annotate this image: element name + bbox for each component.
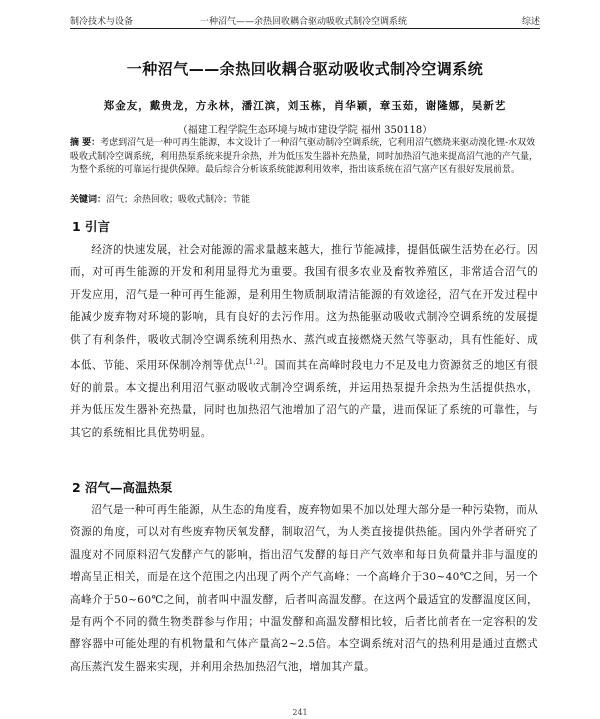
section-1-text: 经济的快速发展，社会对能源的需求量越来越大，推行节能减排，提倡低碳生活势在必行。因而，对可再生能源的开发和利用显得尤为重要。我国有很多农业及畜牧养殖区，非常适合沼气的开发应用，沼气是一种可再生能源，是利用生物质制取清洁能源的有效途径，沼气在开发过程中能减少废弃物对环境的影响，具有良好的去污作用。这为热能驱动吸收式制冷空调系统的发展提供了有利条件，吸收式制冷空调系统利用热水、蒸汽或直接燃烧天然气等驱动，具有性能好、成本低、节能、采用环保制冷剂等优点	[70, 244, 538, 372]
article-title: 一种沼气——余热回收耦合驱动吸收式制冷空调系统	[126, 60, 484, 78]
keywords-label: 关键词：	[70, 195, 107, 205]
abstract	[70, 137, 540, 178]
running-title: 一种沼气——余热回收耦合驱动吸收式制冷空调系统	[200, 17, 408, 27]
section-2-paragraph: 沼气是一种可再生能源，从生态的角度看，废弃物如果不加以处理大部分是一种污染物，而从资源的角度，可以对有些废弃物厌氧发酵，制取沼气，为人类直接提供热能。国内外学者研究了温度对不同原料沼气发酵产气的影响，指出沼气发酵的每日产气效率和每日负荷量并非与温度的增高呈正相关，而是在这个范围之内出现了两个产气高峰：一个高峰介于30~40℃之间，另一个高峰介于50~60℃之间，前者叫中温发酵，后者叫高温发酵。在这两个最适宜的发酵温度区间，是有两个不同的微生物类群参与作用；中温发酵和高温发酵相比较，后者比前者在一定容积的发酵容器中可能处理的有机物量和气体产量高2~2.5倍。本空调系统对沼气的热利用是通过直燃式高压蒸汽发生器来实现，并利用余热加热沼气池，增加其产量。	[70, 504, 538, 673]
abstract-text: 考虑到沼气是一种可再生能源，本文设计了一种沼气驱动制冷空调系统，它利用沼气燃烧来驱动溴化锂-水双效吸收式制冷空调系统，利用热泵系统来提升余热，并为低压发生器补充热量，同时加热沼气池来提高沼气池的产气量，为整个系统的可靠运行提供保障。最后综合分析该系统能源利用效率，指出该系统在沼气富产区有很好发展前景。	[70, 138, 539, 175]
section-1-paragraph	[70, 239, 538, 444]
section-heading-2: 2 沼气—高温热泵	[72, 480, 173, 495]
keywords	[70, 192, 540, 205]
page-number: 241	[292, 708, 308, 717]
abstract-label: 摘 要：	[70, 138, 101, 148]
citation: [1,2]	[245, 358, 264, 367]
section-heading-1: 1 引言	[72, 219, 111, 234]
section-1-text-end: 。国而其在高峰时段电力不足及电力资源贫乏的地区有很好的前景。本文提出利用沼气驱动吸收式制冷空调系统，并运用热泵提升余热为生活提供热水，并为低压发生器补充热量，同时也加热沼气池增加了沼气的产量，进而保证了系统的可靠性，与其它的系统相比具优势明显。	[70, 359, 538, 439]
category-label: 综述	[521, 17, 540, 27]
affiliation: （福建工程学院生态环境与城市建设学院 福州 350118）	[177, 125, 433, 136]
keywords-text: 沼气；余热回收；吸收式制冷；节能	[106, 195, 251, 205]
journal-name: 制冷技术与设备	[70, 17, 134, 27]
author-list: 郑金友，戴贵龙，方永林，潘江滨，刘玉栋，肖华颖，章玉茹，谢隆娜，吴新艺	[103, 100, 507, 112]
header-rule	[70, 28, 540, 29]
